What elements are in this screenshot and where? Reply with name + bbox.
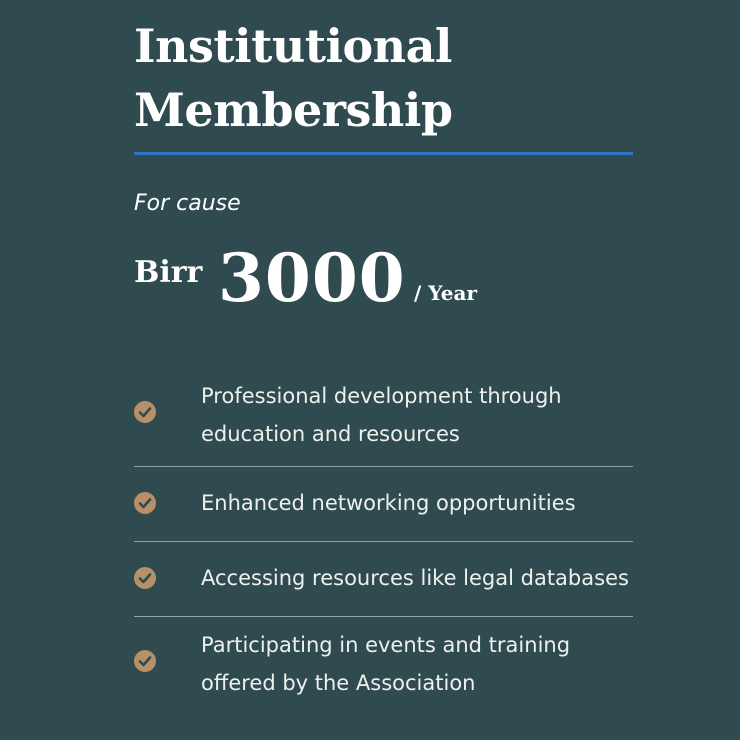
title-underline (134, 152, 633, 155)
feature-list (134, 368, 633, 715)
feature-text-line-1: Participating in events and training (201, 633, 571, 657)
check-circle-icon (134, 401, 156, 423)
feature-text-line-1: Accessing resources like legal databases (201, 566, 629, 590)
feature-item (134, 617, 633, 715)
feature-item (134, 368, 633, 466)
feature-text (201, 626, 641, 702)
price-display (134, 239, 634, 317)
feature-text-line-1: Enhanced networking opportunities (201, 491, 576, 515)
plan-title (134, 0, 634, 142)
check-circle-icon (134, 650, 156, 672)
feature-text (201, 377, 641, 453)
feature-text-line-2: education and resources (201, 422, 460, 446)
feature-text-line-1: Professional development through (201, 384, 562, 408)
feature-text (201, 559, 641, 597)
card-content (134, 0, 634, 695)
feature-item (134, 542, 633, 616)
feature-item (134, 467, 633, 541)
check-circle-icon (134, 567, 156, 589)
price-currency: Birr (134, 255, 203, 290)
plan-subtitle: For cause (134, 191, 241, 216)
price-period: / Year (414, 281, 478, 305)
check-circle-icon (134, 492, 156, 514)
feature-text (201, 484, 641, 522)
plan-title-line-2: Membership (134, 83, 453, 137)
plan-title-line-1: Institutional (134, 19, 452, 73)
feature-text-line-2: offered by the Association (201, 671, 476, 695)
price-amount: 3000 (218, 239, 406, 317)
